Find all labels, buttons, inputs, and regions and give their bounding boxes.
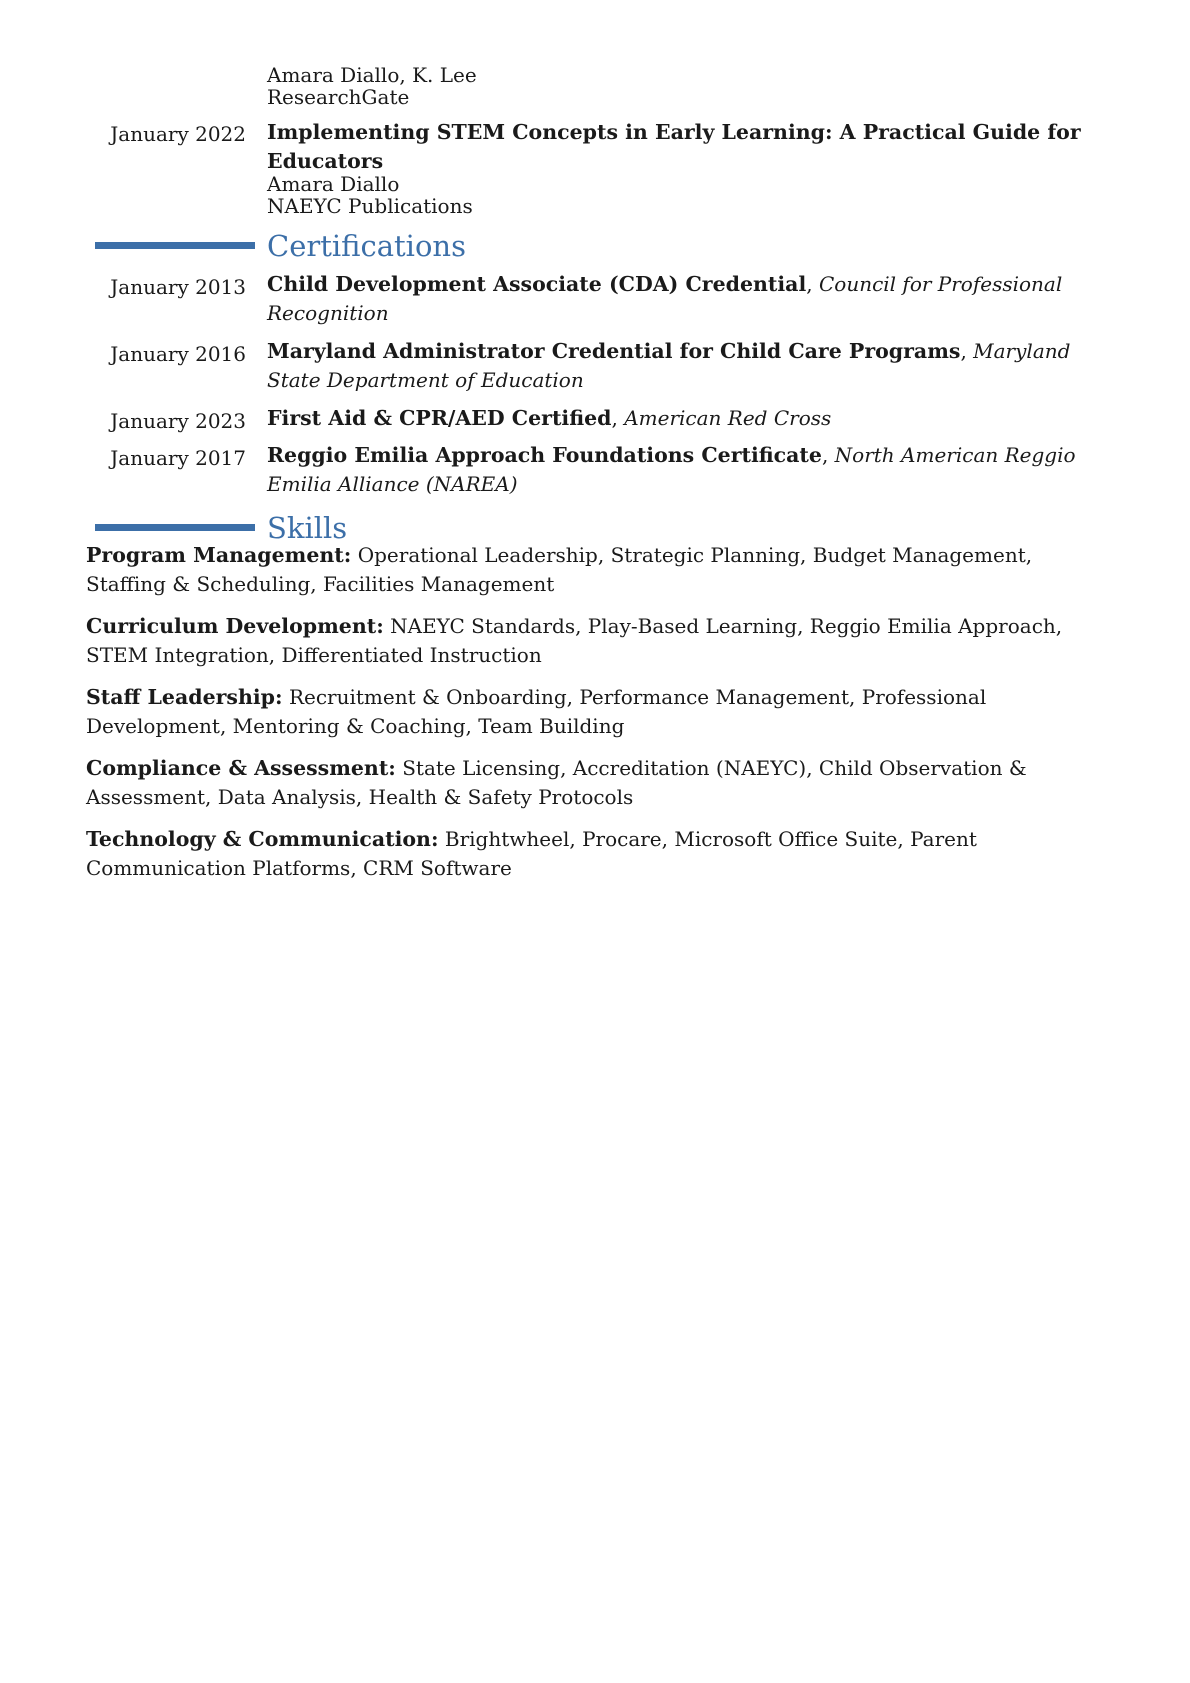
certification-issuer: Maryland State Department of Education	[267, 339, 1071, 392]
skill-category: Curriculum Development:	[86, 614, 384, 638]
publication-authors: Amara Diallo, K. Lee	[267, 63, 477, 87]
certification-entry	[267, 270, 1087, 328]
certification-name: Maryland Administrator Credential for Child Care Programs	[267, 339, 961, 363]
certification-issuer: North American Reggio Emilia Alliance (NAREA)	[267, 443, 1076, 496]
certification-entry	[267, 404, 1087, 433]
certification-separator: ,	[611, 406, 625, 430]
certification-separator: ,	[960, 339, 974, 363]
section-rule	[95, 524, 255, 531]
section-rule	[95, 242, 255, 249]
publication-authors: Amara Diallo	[267, 172, 400, 196]
skill-group	[86, 612, 1116, 670]
publication-date: January 2022	[110, 122, 246, 146]
section-title-skills: Skills	[267, 511, 348, 545]
certification-separator: ,	[806, 272, 819, 296]
certification-separator: ,	[821, 443, 835, 467]
skill-category: Staff Leadership:	[86, 685, 283, 709]
certification-entry	[267, 337, 1087, 395]
certification-issuer: Council for Professional Recognition	[267, 272, 1063, 325]
publication-title: Implementing STEM Concepts in Early Learning: A Practical Guide for Educators	[267, 120, 1081, 173]
skill-group	[86, 683, 1116, 741]
skill-group	[86, 825, 1116, 883]
certification-date: January 2013	[110, 275, 246, 299]
certification-name: First Aid & CPR/AED Certified	[267, 406, 612, 430]
skill-group	[86, 754, 1116, 812]
certification-name: Child Development Associate (CDA) Credential	[267, 272, 807, 296]
certification-name: Reggio Emilia Approach Foundations Certificate	[267, 443, 822, 467]
certification-issuer: American Red Cross	[624, 406, 832, 430]
certification-date: January 2016	[110, 342, 246, 366]
certification-entry	[267, 441, 1087, 499]
skill-category: Compliance & Assessment:	[86, 756, 396, 780]
publication-venue: NAEYC Publications	[267, 194, 473, 218]
skill-list: Operational Leadership, Strategic Planning, Budget Management, Staffing & Scheduling, Facilities Management	[86, 543, 1033, 596]
section-title-certifications: Certifications	[267, 229, 466, 263]
skill-list: Recruitment & Onboarding, Performance Management, Professional Development, Mentoring & Coaching, Team Building	[86, 685, 987, 738]
publication-venue: ResearchGate	[267, 85, 410, 109]
skill-list: Brightwheel, Procare, Microsoft Office Suite, Parent Communication Platforms, CRM Software	[86, 827, 977, 880]
certification-date: January 2023	[110, 409, 246, 433]
skill-category: Technology & Communication:	[86, 827, 439, 851]
skill-list: State Licensing, Accreditation (NAEYC), Child Observation & Assessment, Data Analysis, Health & Safety Protocols	[86, 756, 1027, 809]
skill-category: Program Management:	[86, 543, 352, 567]
skill-group	[86, 541, 1116, 599]
certification-date: January 2017	[110, 446, 246, 470]
skill-list: NAEYC Standards, Play-Based Learning, Reggio Emilia Approach, STEM Integration, Differentiated Instruction	[86, 614, 1063, 667]
